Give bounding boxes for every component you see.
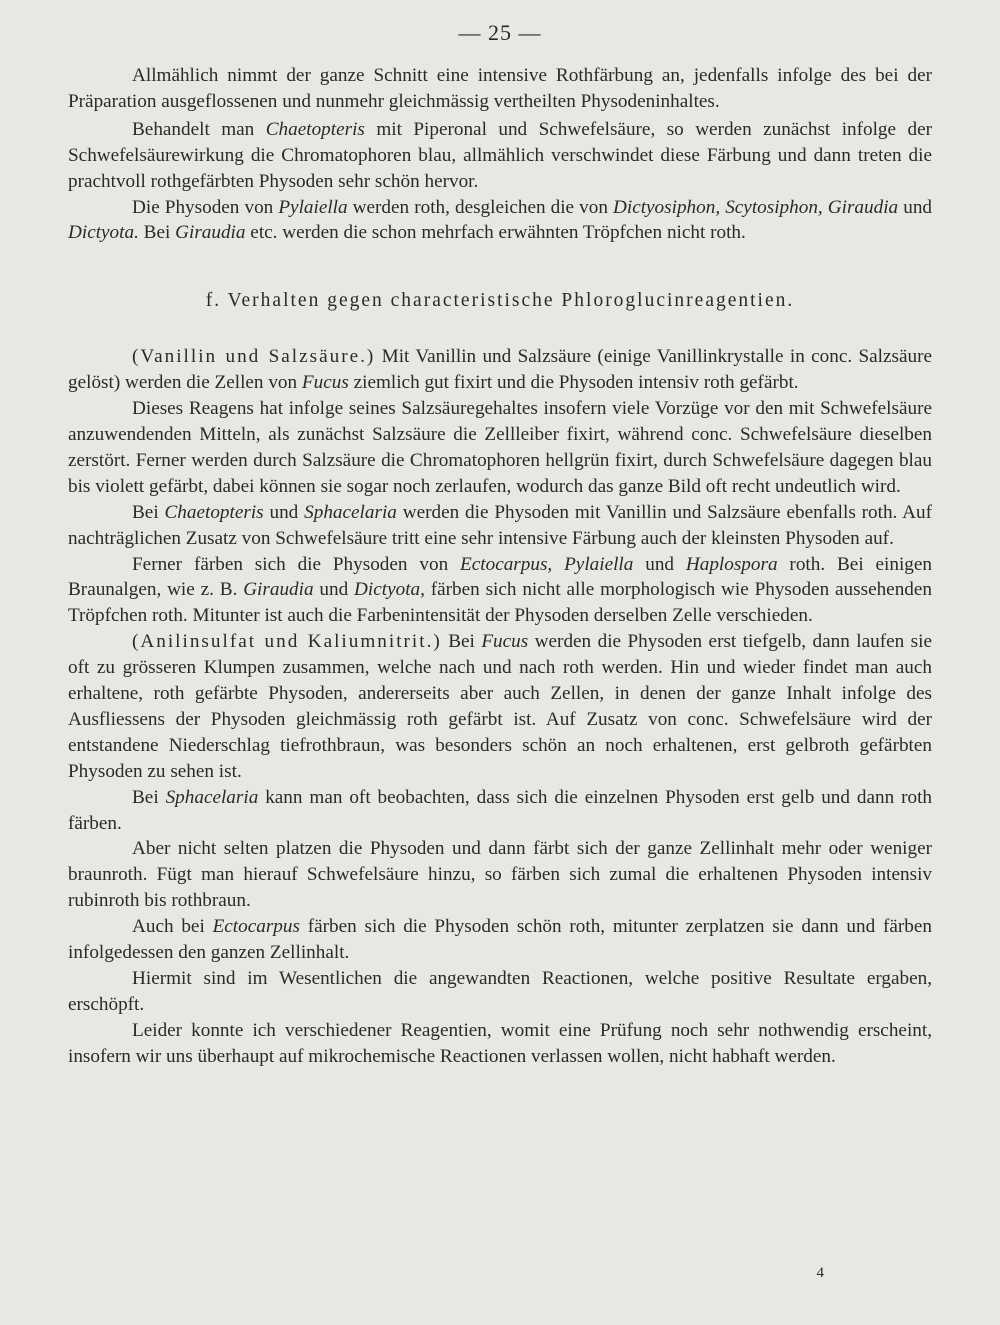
paragraph-11: Auch bei Ectocarpus färben sich die Physoden schön roth, mitunter zerplatzen sie dann und färben infolgedessen den ganzen Zellinhalt. <box>68 916 932 964</box>
page-number: — 25 — <box>458 20 542 45</box>
paragraph-1: Allmählich nimmt der ganze Schnitt eine intensive Rothfärbung an, jedenfalls infolge des bei der Präparation ausgeflossenen und nunmehr gleichmässig vertheilten Physodeninhaltes. <box>68 65 932 112</box>
paragraph-5: Dieses Reagens hat infolge seines Salzsäuregehaltes insofern viele Vorzüge vor den mit Schwefelsäure anzuwendenden Mitteln, als zunächst Salzsäure die Zellleiber fixirt, während conc. Schwefelsäure dieselben zerstört. Ferner werden durch Salzsäure die Chromatophoren hellgrün fixirt, durch Schwefelsäure dagegen blau bis violett gefärbt, dabei können sie sogar noch zerlaufen, wodurch das ganze Bild oft recht undeutlich wird. <box>68 398 932 497</box>
paragraph-12: Hiermit sind im Wesentlichen die angewandten Reactionen, welche positive Resultate ergaben, erschöpft. <box>68 968 932 1015</box>
paragraph-4: (Vanillin und Salzsäure.) Mit Vanillin und Salzsäure (einige Vanillinkrystalle in conc. Salzsäure gelöst) werden die Zellen von Fucus ziemlich gut fixirt und die Physoden intensiv roth gefärbt. <box>68 346 932 394</box>
paragraph-6: Bei Chaetopteris und Sphacelaria werden die Physoden mit Vanillin und Salzsäure ebenfalls roth. Auf nachträglichen Zusatz von Schwefelsäure tritt eine sehr intensive Färbung auch der kleinsten Physoden auf. <box>68 501 932 549</box>
paragraph-3: Die Physoden von Pylaiella werden roth, desgleichen die von Dictyosiphon, Scytosiphon, Giraudia und Dictyota. Bei Giraudia etc. werden die schon mehrfach erwähnten Tröpfchen nicht roth. <box>68 196 933 244</box>
body-text <box>68 63 932 1070</box>
paragraph-7: Ferner färben sich die Physoden von Ectocarpus, Pylaiella und Haplospora roth. Bei einigen Braunalgen, wie z. B. Giraudia und Dictyota, färben sich nicht alle morphologisch wie Physoden aussehenden Tröpfchen roth. Mitunter ist auch die Farbenintensität der Physoden derselben Zelle verschieden. <box>68 553 932 627</box>
section-heading: f. Verhalten gegen characteristische Phloroglucinreagentien. <box>205 290 795 312</box>
paragraph-13: Leider konnte ich verschiedener Reagentien, womit eine Prüfung noch sehr nothwendig erscheint, insofern wir uns überhaupt auf mikrochemische Reactionen verlassen wollen, nicht habhaft werden. <box>68 1019 932 1067</box>
paragraph-2: Behandelt man Chaetopteris mit Piperonal und Schwefelsäure, so werden zunächst infolge der Schwefelsäurewirkung die Chromatophoren blau, allmählich verschwindet diese Färbung und dann treten die prachtvoll rothgefärbten Physoden sehr schön hervor. <box>68 118 932 192</box>
signature-mark: 4 <box>816 1265 824 1281</box>
paragraph-9: Bei Sphacelaria kann man oft beobachten, dass sich die einzelnen Physoden erst gelb und dann roth färben. <box>68 786 932 834</box>
paragraph-8: (Anilinsulfat und Kaliumnitrit.) Bei Fucus werden die Physoden erst tiefgelb, dann laufen sie oft zu grösseren Klumpen zusammen, welche nach und nach roth werden. Hin und wieder findet man auch erhaltene, roth gefärbte Physoden, andererseits aber auch Zellen, in denen der ganze Inhalt infolge des Ausfliessens der Physoden gleichmässig roth gefärbt ist. Auf Zusatz von conc. Schwefelsäure wird der entstandene Niederschlag tiefrothbraun, was besonders schön an noch erhaltenen, erst gelbroth gefärbten Physoden zu sehen ist. <box>68 631 932 782</box>
paragraph-10: Aber nicht selten platzen die Physoden und dann färbt sich der ganze Zellinhalt mehr oder weniger braunroth. Fügt man hierauf Schwefelsäure hinzu, so färben sich zumal die erhaltenen Physoden intensiv rubinroth bis rothbraun. <box>68 838 932 912</box>
